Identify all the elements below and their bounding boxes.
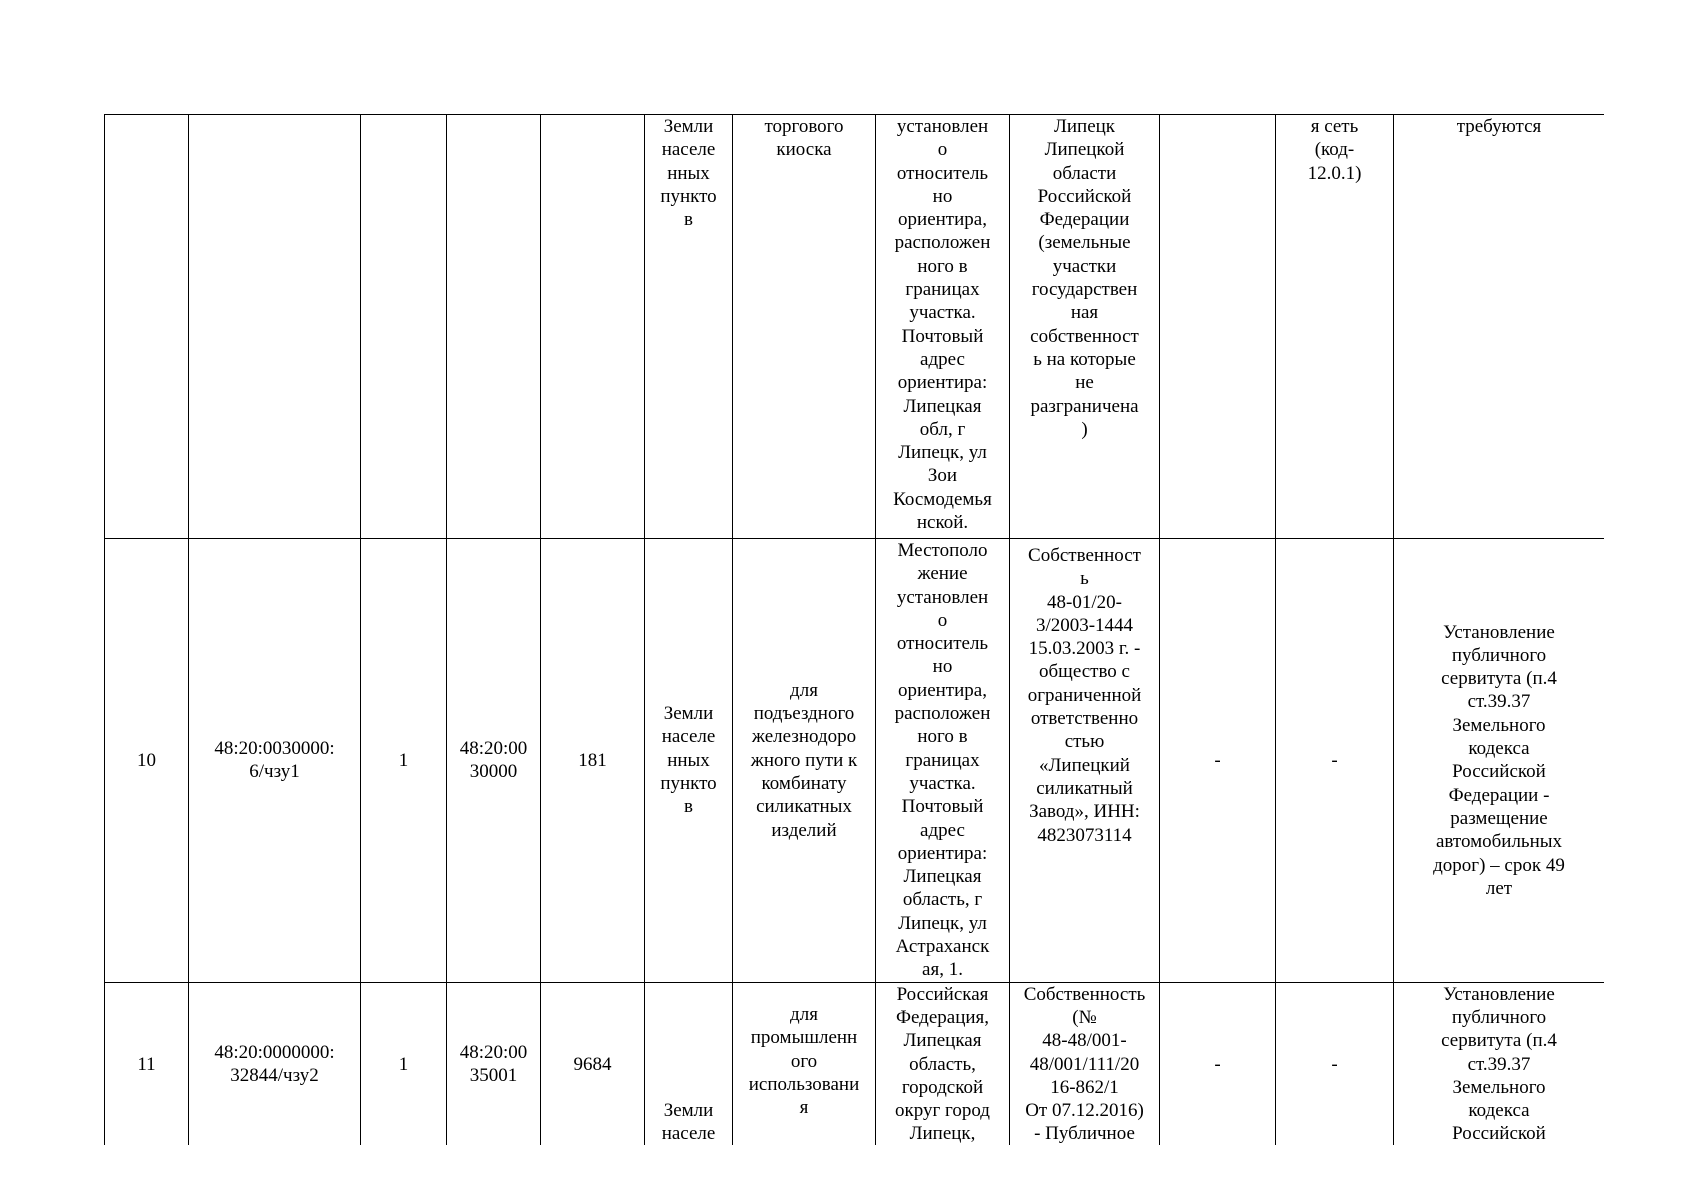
zone-number-cell: 48:20:0000000: 32844/чзу2: [189, 982, 361, 1145]
count-cell: [361, 115, 447, 539]
cadastral-quarter-cell: 48:20:00 30000: [447, 539, 541, 983]
zone-number-cell: 48:20:0030000: 6/чзу1: [189, 539, 361, 983]
location-cell: установлен о относитель но ориентира, расположен ного в границах участка. Почтовый адрес ориентира: Липецкая обл, г Липецк, ул Зои Космодемья нской.: [876, 115, 1010, 539]
rights-cell: Липецк Липецкой области Российской Федерации (земельные участки государствен ная собственност ь на которые не разграничена ): [1010, 115, 1160, 539]
land-plots-table: [104, 114, 1604, 1145]
row-number-cell: [105, 115, 189, 539]
col10-cell: -: [1160, 982, 1276, 1145]
area-cell: 9684: [541, 982, 645, 1145]
area-cell: 181: [541, 539, 645, 983]
rights-cell: Собственность (№ 48-48/001- 48/001/111/20 16-862/1 От 07.12.2016) - Публичное: [1010, 982, 1160, 1145]
area-cell: [541, 115, 645, 539]
row-number-cell: 10: [105, 539, 189, 983]
zone-number-cell: [189, 115, 361, 539]
count-cell: 1: [361, 539, 447, 983]
cadastral-quarter-cell: 48:20:00 35001: [447, 982, 541, 1145]
note-cell: Установление публичного сервитута (п.4 ст.39.37 Земельного кодекса Российской: [1394, 982, 1605, 1145]
location-cell: Российская Федерация, Липецкая область, городской округ город Липецк,: [876, 982, 1010, 1145]
location-cell: Местополо жение установлен о относитель но ориентира, расположен ного в границах участка. Почтовый адрес ориентира: Липецкая область, г Липецк, ул Астраханск ая, 1.: [876, 539, 1010, 983]
row-number-cell: 11: [105, 982, 189, 1145]
land-category-cell: Земли населе: [645, 982, 733, 1145]
table-row: [105, 115, 1605, 539]
note-cell: требуются: [1394, 115, 1605, 539]
col11-cell: я сеть (код- 12.0.1): [1276, 115, 1394, 539]
permitted-use-cell: для промышленн ого использовани я: [733, 982, 876, 1145]
permitted-use-cell: для подъездного железнодоро жного пути к комбинату силикатных изделий: [733, 539, 876, 983]
land-category-cell: Земли населе нных пункто в: [645, 539, 733, 983]
note-cell: Установление публичного сервитута (п.4 ст.39.37 Земельного кодекса Российской Федерации - размещение автомобильных дорог) – срок 49 лет: [1394, 539, 1605, 983]
permitted-use-cell: торгового киоска: [733, 115, 876, 539]
col10-cell: -: [1160, 539, 1276, 983]
table-row: [105, 539, 1605, 983]
col11-cell: -: [1276, 539, 1394, 983]
land-table-wrapper: [104, 114, 1604, 1145]
col11-cell: -: [1276, 982, 1394, 1145]
count-cell: 1: [361, 982, 447, 1145]
cadastral-quarter-cell: [447, 115, 541, 539]
land-category-cell: Земли населе нных пункто в: [645, 115, 733, 539]
table-row: [105, 982, 1605, 1145]
rights-cell: Собственност ь 48-01/20- 3/2003-1444 15.03.2003 г. - общество с ограниченной ответственно стью «Липецкий силикатный Завод», ИНН: 4823073114: [1010, 539, 1160, 983]
col10-cell: [1160, 115, 1276, 539]
